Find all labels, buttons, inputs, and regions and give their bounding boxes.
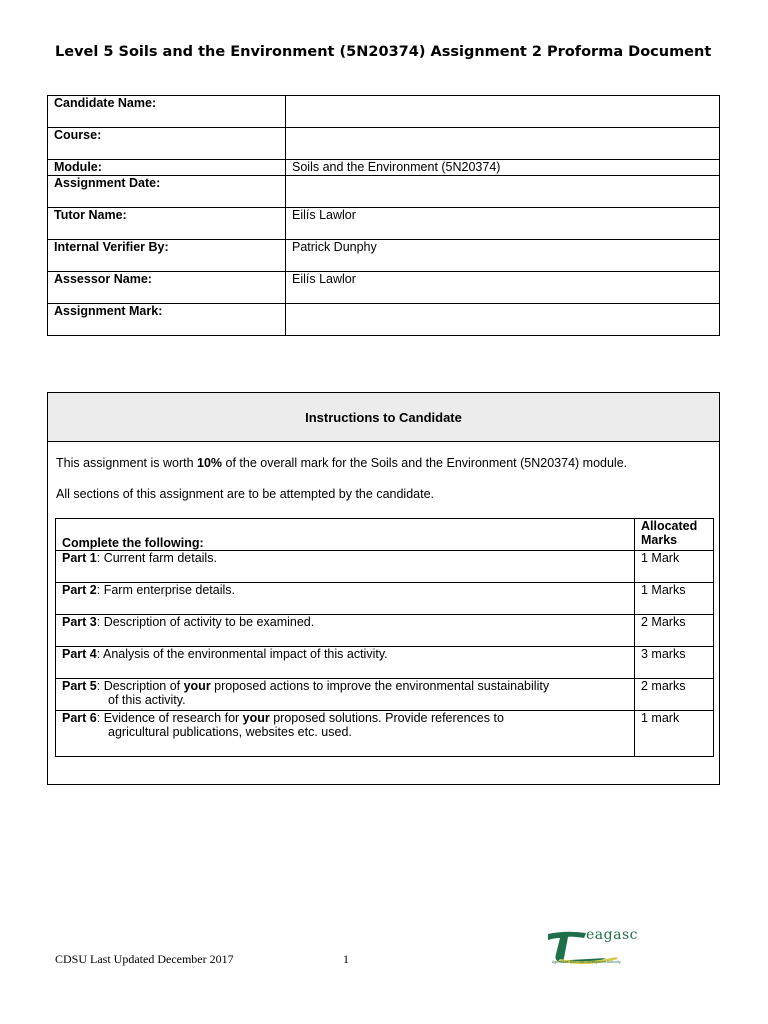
info-value: Patrick Dunphy: [286, 240, 720, 272]
info-label: Assignment Mark:: [48, 304, 286, 336]
table-row: [48, 240, 720, 272]
footer-text: CDSU Last Updated December 2017: [55, 952, 234, 966]
worth-text: This assignment is worth: [56, 456, 198, 470]
info-value: [286, 96, 720, 128]
part-cell: [56, 711, 635, 757]
table-row: [48, 272, 720, 304]
part-text: : Description of: [96, 679, 184, 693]
table-row: [56, 551, 714, 583]
info-value: Eilís Lawlor: [286, 208, 720, 240]
info-label: Assessor Name:: [48, 272, 286, 304]
table-row: [48, 208, 720, 240]
table-row: [56, 679, 714, 711]
part-label: Part 6: [62, 711, 97, 725]
marks-header: Allocated Marks: [635, 519, 714, 551]
table-row: [56, 615, 714, 647]
parts-table: [55, 518, 714, 757]
worth-percent: 10%: [197, 456, 223, 470]
part-label: Part 3: [62, 615, 97, 629]
instructions-box: [47, 392, 720, 785]
table-row: [48, 96, 720, 128]
marks-cell: 1 mark: [635, 711, 714, 757]
info-value: Eilís Lawlor: [286, 272, 720, 304]
info-value: [286, 176, 720, 208]
logo-tagline: Agriculture and Food Development Authority: [552, 960, 621, 964]
instructions-heading: Instructions to Candidate: [48, 393, 719, 442]
table-row: [56, 711, 714, 757]
info-label: Assignment Date:: [48, 176, 286, 208]
info-value: [286, 304, 720, 336]
part-label: Part 2: [62, 583, 97, 597]
info-label: Module:: [48, 160, 286, 176]
table-header-row: [56, 519, 714, 551]
info-value: Soils and the Environment (5N20374): [286, 160, 720, 176]
candidate-info-table: [47, 95, 720, 336]
marks-cell: 2 marks: [635, 679, 714, 711]
table-row: [56, 647, 714, 679]
part-text-continued: agricultural publications, websites etc. used.: [108, 725, 352, 739]
marks-cell: 2 Marks: [635, 615, 714, 647]
info-value: [286, 128, 720, 160]
part-emphasis: your: [183, 679, 211, 693]
part-cell: [56, 647, 635, 679]
complete-header: Complete the following:: [56, 519, 635, 551]
part-label: Part 4: [62, 647, 97, 661]
worth-text-end: of the overall mark for the Soils and the Environment (5N20374) module.: [222, 456, 628, 470]
part-text-continued: of this activity.: [108, 693, 186, 707]
part-cell: [56, 679, 635, 711]
marks-cell: 1 Mark: [635, 551, 714, 583]
attempt-paragraph: All sections of this assignment are to be attempted by the candidate.: [56, 487, 434, 501]
part-text: : Analysis of the environmental impact of this activity.: [96, 647, 388, 661]
table-row: [48, 160, 720, 176]
info-label: Internal Verifier By:: [48, 240, 286, 272]
part-label: Part 5: [62, 679, 97, 693]
teagasc-logo: [546, 928, 640, 968]
part-text: : Current farm details.: [96, 551, 217, 565]
table-row: [48, 176, 720, 208]
part-cell: [56, 615, 635, 647]
logo-text: eagasc: [586, 927, 638, 943]
table-row: [48, 304, 720, 336]
page-number: 1: [343, 952, 349, 966]
marks-cell: 3 marks: [635, 647, 714, 679]
table-row: [56, 583, 714, 615]
document-title: Level 5 Soils and the Environment (5N20374) Assignment 2 Proforma Document: [55, 44, 712, 60]
part-text: proposed solutions. Provide references to: [269, 711, 504, 725]
info-label: Candidate Name:: [48, 96, 286, 128]
info-label: Tutor Name:: [48, 208, 286, 240]
part-cell: [56, 551, 635, 583]
part-text: proposed actions to improve the environmental sustainability: [210, 679, 550, 693]
worth-paragraph: [56, 456, 627, 470]
part-text: : Farm enterprise details.: [96, 583, 235, 597]
part-text: : Evidence of research for: [96, 711, 243, 725]
part-emphasis: your: [242, 711, 270, 725]
table-row: [48, 128, 720, 160]
marks-cell: 1 Marks: [635, 583, 714, 615]
part-cell: [56, 583, 635, 615]
part-label: Part 1: [62, 551, 97, 565]
part-text: : Description of activity to be examined.: [96, 615, 315, 629]
info-label: Course:: [48, 128, 286, 160]
